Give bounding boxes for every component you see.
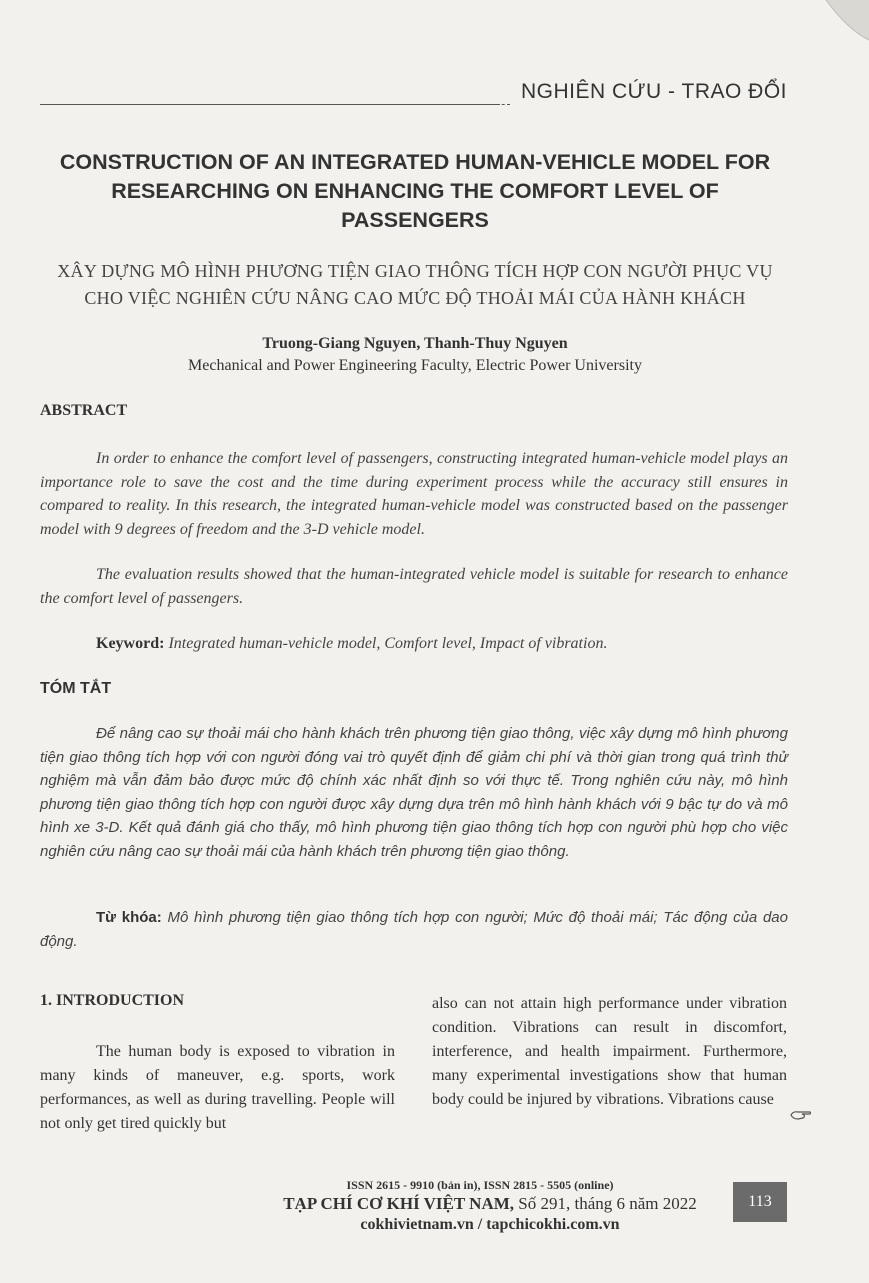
tomtat-keyword-label: Từ khóa: <box>96 909 162 926</box>
tomtat-keyword-list: Mô hình phương tiện giao thông tích hợp con người; Mức độ thoải mái; Tác động của dao động. <box>40 909 788 950</box>
article-title: CONSTRUCTION OF AN INTEGRATED HUMAN-VEHICLE MODEL FOR RESEARCHING ON ENHANCING THE COMFORT LEVEL OF PASSENGERS <box>59 150 771 232</box>
tomtat-heading: TÓM TẮT <box>40 680 112 697</box>
header-rule <box>40 104 500 105</box>
keyword-label: Keyword: <box>96 635 165 652</box>
abstract-paragraph-1: In order to enhance the comfort level of passengers, constructing integrated human-vehicle model plays an importance role to save the cost and the time during experiment process while the accuracy still ensures in compared to reality. In this research, the integrated human-vehicle model was constructed based on the passenger model with 9 degrees of freedom and the 3-D vehicle model. <box>40 450 788 538</box>
introduction-right-column: also can not attain high performance under vibration condition. Vibrations can result in discomfort, interference, and health impairment. Furthermore, many experimental investigations show that human body could be injured by vibrations. Vibrations cause <box>432 995 787 1108</box>
section-label: NGHIÊN CỨU - TRAO ĐỔI <box>520 80 787 103</box>
affiliation: Mechanical and Power Engineering Faculty, Electric Power University <box>188 357 642 374</box>
introduction-left-column: The human body is exposed to vibration in many kinds of maneuver, e.g. sports, work performances, as well as during travelling. People will not only get tired quickly but <box>40 1043 395 1132</box>
page-number-badge: 113 <box>733 1182 787 1222</box>
keyword-list: Integrated human-vehicle model, Comfort level, Impact of vibration. <box>168 635 608 652</box>
header-rule-dash <box>470 104 510 105</box>
tomtat-paragraph: Để nâng cao sự thoải mái cho hành khách trên phương tiện giao thông, việc xây dựng mô hình phương tiện giao thông tích hợp với con người đóng vai trò quyết định để giảm chi phí và thời gian trong quá trình thử nghiệm mà vẫn đảm bảo được mức độ chính xác nhất định so với thực tế. Trong nghiên cứu này, mô hình phương tiện giao thông tích hợp con người được xây dựng dựa trên mô hình hành khách với 9 bậc tự do và mô hình xe 3-D. Kết quả đánh giá cho thấy, mô hình phương tiện giao thông tích hợp con người phù hợp cho việc nghiên cứu nâng cao sự thoải mái của hành khách trên phương tiện giao thông. <box>40 725 788 860</box>
introduction-heading: 1. INTRODUCTION <box>40 992 185 1009</box>
footer-issn: ISSN 2615 - 9910 (bản in), ISSN 2815 - 5505 (online) <box>346 1178 614 1192</box>
journal-issue: Số 291, tháng 6 năm 2022 <box>514 1194 697 1213</box>
article-title-vietnamese: XÂY DỰNG MÔ HÌNH PHƯƠNG TIỆN GIAO THÔNG TÍCH HỢP CON NGƯỜI PHỤC VỤ CHO VIỆC NGHIÊN CỨU NÂNG CAO MỨC ĐỘ THOẢI MÁI CỦA HÀNH KHÁCH <box>57 261 773 308</box>
footer-journal <box>250 1194 730 1214</box>
journal-name: TẠP CHÍ CƠ KHÍ VIỆT NAM, <box>283 1194 515 1213</box>
abstract-heading: ABSTRACT <box>40 402 128 419</box>
footer-websites: cokhivietnam.vn / tapchicokhi.com.vn <box>360 1216 620 1233</box>
abstract-paragraph-2: The evaluation results showed that the human-integrated vehicle model is suitable for research to enhance the comfort level of passengers. <box>40 566 788 607</box>
tomtat-keywords <box>40 906 788 953</box>
pointing-hand-icon <box>790 1108 812 1122</box>
page-curl-decoration <box>818 0 869 60</box>
authors: Truong-Giang Nguyen, Thanh-Thuy Nguyen <box>262 335 568 352</box>
abstract-keywords <box>40 632 788 656</box>
